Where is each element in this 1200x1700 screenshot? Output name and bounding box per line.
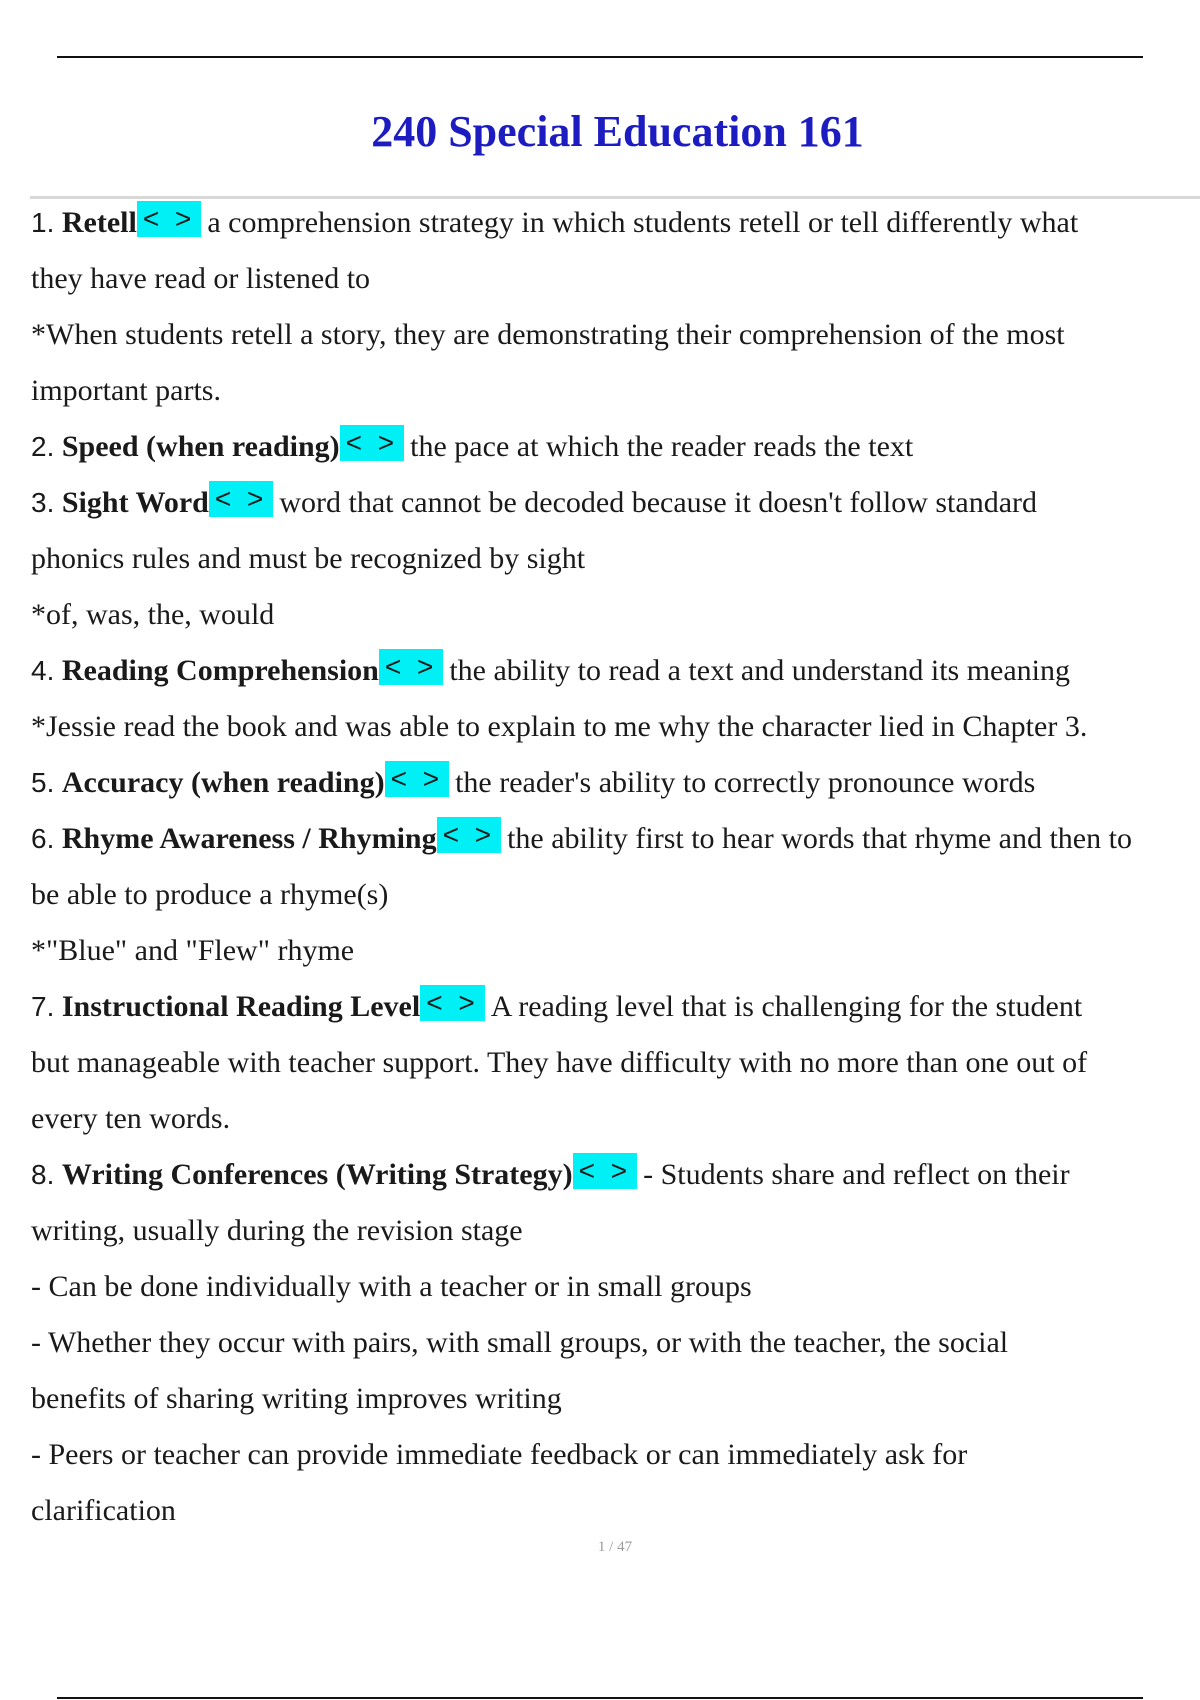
- entry-first-line: [31, 419, 1199, 475]
- entry-line: important parts.: [31, 374, 221, 407]
- entry-line: phonics rules and must be recognized by sight: [31, 542, 586, 575]
- entry-term: Accuracy (when reading): [61, 766, 385, 799]
- separator-marker: < >: [573, 1153, 637, 1189]
- flashcard-list: [31, 195, 1199, 1539]
- entry-number: 1.: [31, 207, 55, 238]
- list-item: [31, 643, 1199, 755]
- entry-term: Rhyme Awareness / Rhyming: [61, 822, 437, 855]
- entry-number: 2.: [31, 431, 55, 462]
- separator-marker: < >: [340, 425, 404, 461]
- entry-line: - Can be done individually with a teacher or in small groups: [31, 1270, 752, 1303]
- entry-term: Sight Word: [61, 486, 209, 519]
- separator-marker: < >: [437, 817, 501, 853]
- list-item: [31, 475, 1199, 643]
- entry-line: - Peers or teacher can provide immediate feedback or can immediately ask for: [31, 1438, 968, 1471]
- entry-line: they have read or listened to: [31, 262, 371, 295]
- page-title: 240 Special Education 161: [371, 107, 864, 156]
- separator-marker: < >: [209, 481, 273, 517]
- bottom-rule: [57, 1697, 1143, 1699]
- separator-marker: < >: [420, 985, 484, 1021]
- entry-number: 7.: [31, 991, 55, 1022]
- entry-definition: the reader's ability to correctly pronounce words: [455, 766, 1036, 799]
- entry-definition: the ability first to hear words that rhyme and then to: [507, 822, 1132, 855]
- page-number: 1 / 47: [597, 1539, 633, 1555]
- separator-marker: < >: [137, 201, 201, 237]
- entry-line: *of, was, the, would: [31, 598, 275, 631]
- list-item: [31, 195, 1199, 419]
- entry-term: Retell: [61, 206, 137, 239]
- entry-line: *"Blue" and "Flew" rhyme: [31, 934, 355, 967]
- entry-first-line: [31, 1147, 1199, 1203]
- entry-line: be able to produce a rhyme(s): [31, 878, 389, 911]
- list-item: [31, 1147, 1199, 1539]
- entry-number: 6.: [31, 823, 55, 854]
- entry-definition: - Students share and reflect on their: [643, 1158, 1070, 1191]
- entry-definition: word that cannot be decoded because it doesn't follow standard: [279, 486, 1038, 519]
- list-item: [31, 979, 1199, 1147]
- list-item: [31, 811, 1199, 979]
- separator-marker: < >: [385, 761, 449, 797]
- entry-term: Writing Conferences (Writing Strategy): [61, 1158, 573, 1191]
- entry-line: every ten words.: [31, 1102, 231, 1135]
- entry-term: Instructional Reading Level: [61, 990, 421, 1023]
- top-rule: [57, 56, 1143, 58]
- separator-marker: < >: [379, 649, 443, 685]
- entry-line: *Jessie read the book and was able to explain to me why the character lied in Chapter 3.: [31, 710, 1088, 743]
- entry-first-line: [31, 755, 1199, 811]
- entry-number: 8.: [31, 1159, 55, 1190]
- list-item: [31, 419, 1199, 475]
- list-item: [31, 755, 1199, 811]
- entry-line: benefits of sharing writing improves writing: [31, 1382, 562, 1415]
- entry-first-line: [31, 979, 1199, 1035]
- entry-line: clarification: [31, 1494, 176, 1527]
- entry-term: Reading Comprehension: [61, 654, 379, 687]
- entry-first-line: [31, 643, 1199, 699]
- entry-definition: the ability to read a text and understand its meaning: [449, 654, 1070, 687]
- entry-number: 3.: [31, 487, 55, 518]
- entry-definition: A reading level that is challenging for the student: [490, 990, 1083, 1023]
- entry-definition: a comprehension strategy in which students retell or tell differently what: [207, 206, 1079, 239]
- entry-line: but manageable with teacher support. They have difficulty with no more than one out of: [31, 1046, 1088, 1079]
- entry-first-line: [31, 811, 1199, 867]
- entry-number: 4.: [31, 655, 55, 686]
- entry-first-line: [31, 475, 1199, 531]
- entry-line: *When students retell a story, they are demonstrating their comprehension of the most: [31, 318, 1065, 351]
- entry-definition: the pace at which the reader reads the text: [410, 430, 914, 463]
- entry-number: 5.: [31, 767, 55, 798]
- entry-first-line: [31, 195, 1199, 251]
- entry-line: - Whether they occur with pairs, with small groups, or with the teacher, the social: [31, 1326, 1009, 1359]
- entry-term: Speed (when reading): [61, 430, 340, 463]
- entry-line: writing, usually during the revision stage: [31, 1214, 523, 1247]
